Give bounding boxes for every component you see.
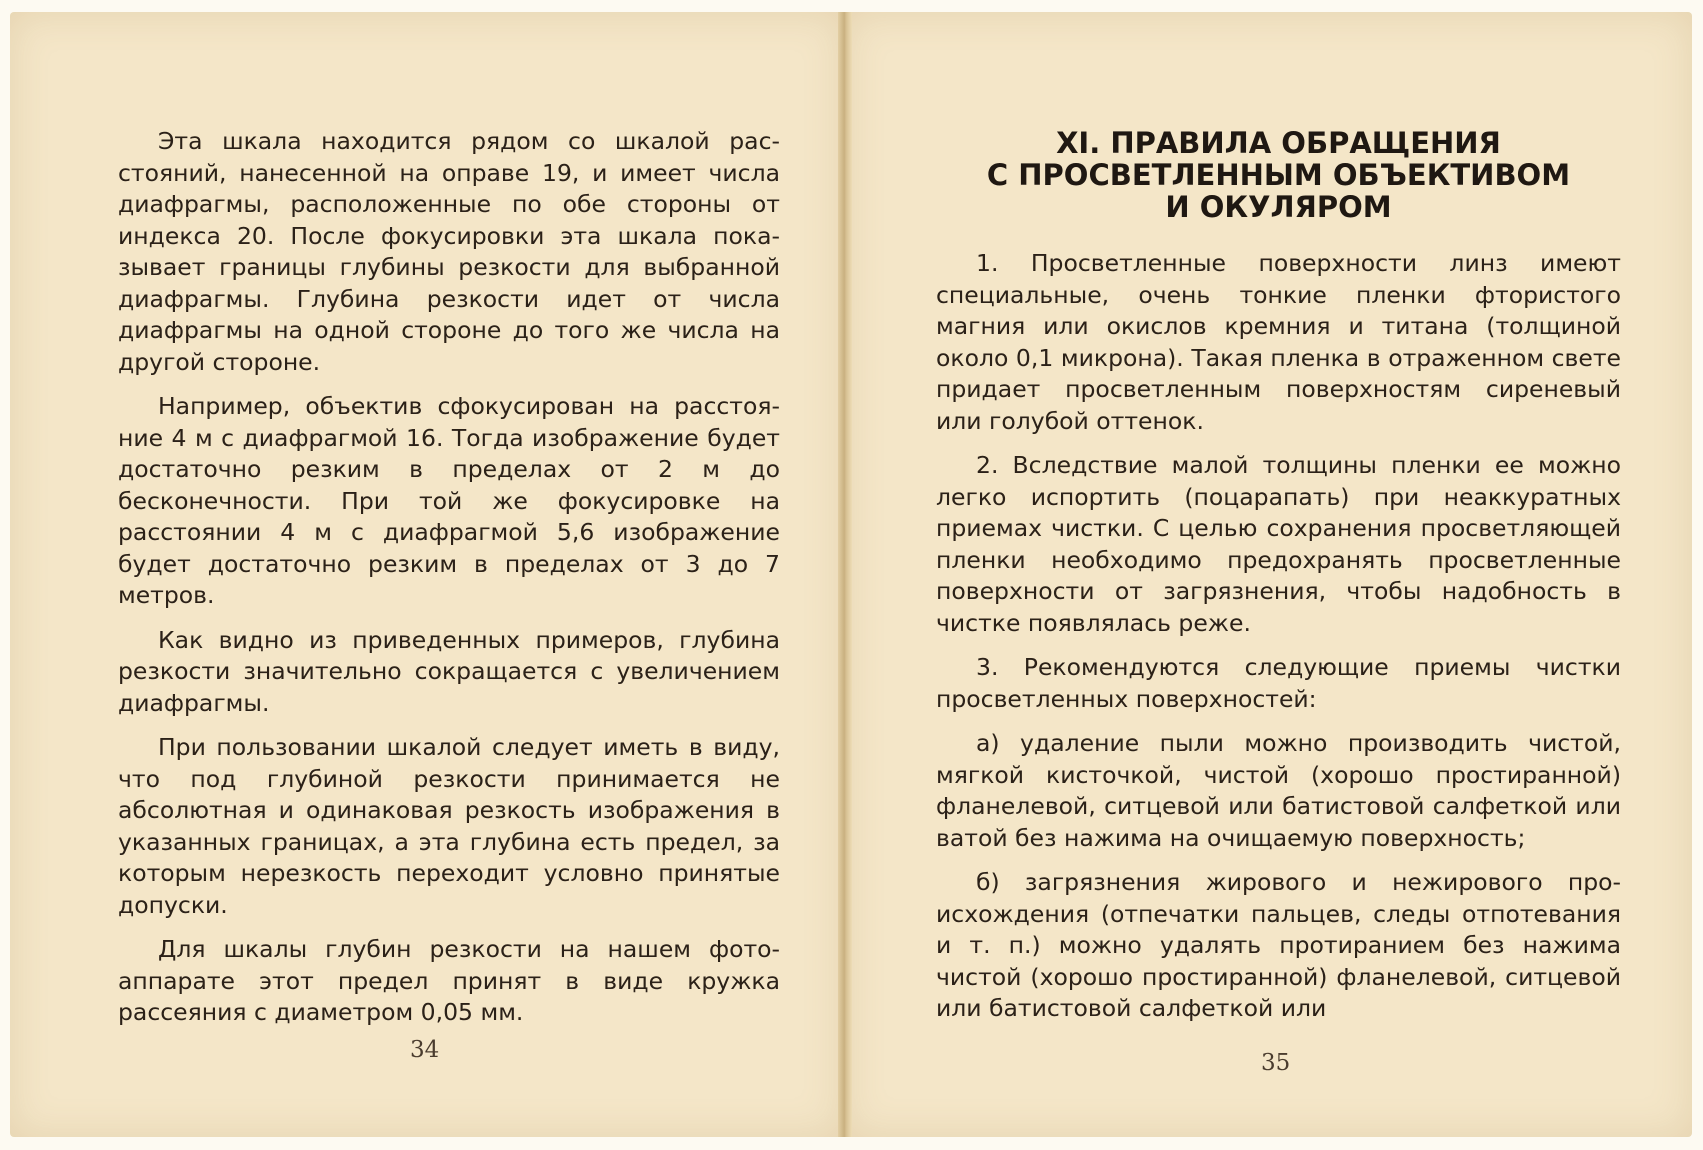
- paragraph: Эта шкала находится рядом со шкалой расстояний, нанесенной на оправе 19, и имеет числа диафрагмы, расположенные по обе стороны от индекса 20. После фокусировки эта шкала показывает границы глубины резкости для выбранной диафрагмы. Глубина резкости идет от числа диафрагмы на одной стороне до того же числа на другой стороне.: [118, 127, 780, 376]
- paragraph: 2. Вследствие малой толщины пленки ее можно легко испортить (поцарапать) при неаккуратных приемах чистки. С целью сохранения просветляющей пленки необходимо предохранять просветленные поверхности от загрязнения, чтобы надобность в чистке появлялась реже.: [936, 451, 1621, 637]
- heading-line: С ПРОСВЕТЛЕННЫМ ОБЪЕКТИВОМ: [986, 158, 1571, 192]
- right-page-body: [936, 248, 1621, 1038]
- paragraph: 1. Просветленные поверхности линз имеют специальные, очень тонкие пленки фтористого магния или окислов кремния и титана (толщиной около 0,1 микрона). Такая пленка в отраженном свете придает просветленным поверхностям сиреневый или голубой оттенок.: [936, 249, 1621, 435]
- left-page-body: [118, 126, 780, 1042]
- paragraph: Как видно из приведенных примеров, глубина резкости значительно сокращается с увеличением диафрагмы.: [118, 625, 780, 717]
- paragraph: б) загрязнения жирового и нежирового происхождения (отпечатки пальцев, следы отпотевания и т. п.) можно удалять протиранием без нажима чистой (хорошо простиранной) фланелевой, ситцевой или батистовой салфеткой или: [936, 868, 1621, 1022]
- paragraph: При пользовании шкалой следует иметь в виду, что под глубиной резкости принимается не абсолютная и одинаковая резкость изображения в указанных границах, а эта глубина есть предел, за которым нерезкость переходит условно принятые допуски.: [118, 733, 780, 919]
- heading-line: XI. ПРАВИЛА ОБРАЩЕНИЯ: [1056, 126, 1501, 160]
- paragraph: Для шкалы глубин резкости на нашем фотоаппарате этот предел принят в виде кружка рассеяния с диаметром 0,05 мм.: [118, 935, 780, 1026]
- page-number-left: 34: [410, 1037, 440, 1063]
- book-gutter: [838, 12, 852, 1137]
- paragraph: Например, объектив сфокусирован на расстояние 4 м с диафрагмой 16. Тогда изображение будет достаточно резким в пределах от 2 м до бесконечности. При той же фокусировке на расстоянии 4 м с диафрагмой 5,6 изображение будет достаточно резким в пределах от 3 до 7 метров.: [118, 392, 780, 609]
- section-heading: [936, 127, 1621, 223]
- paragraph: 3. Рекомендуются следующие приемы чистки просветленных поверхностей:: [936, 653, 1621, 713]
- paragraph: а) удаление пыли можно производить чистой, мягкой кисточкой, чистой (хорошо простиранной) фланелевой, ситцевой или батистовой салфеткой или ватой без нажима на очищаемую поверхность;: [936, 729, 1621, 852]
- heading-line: И ОКУЛЯРОМ: [1165, 190, 1392, 224]
- page-number-right: 35: [1261, 1050, 1291, 1076]
